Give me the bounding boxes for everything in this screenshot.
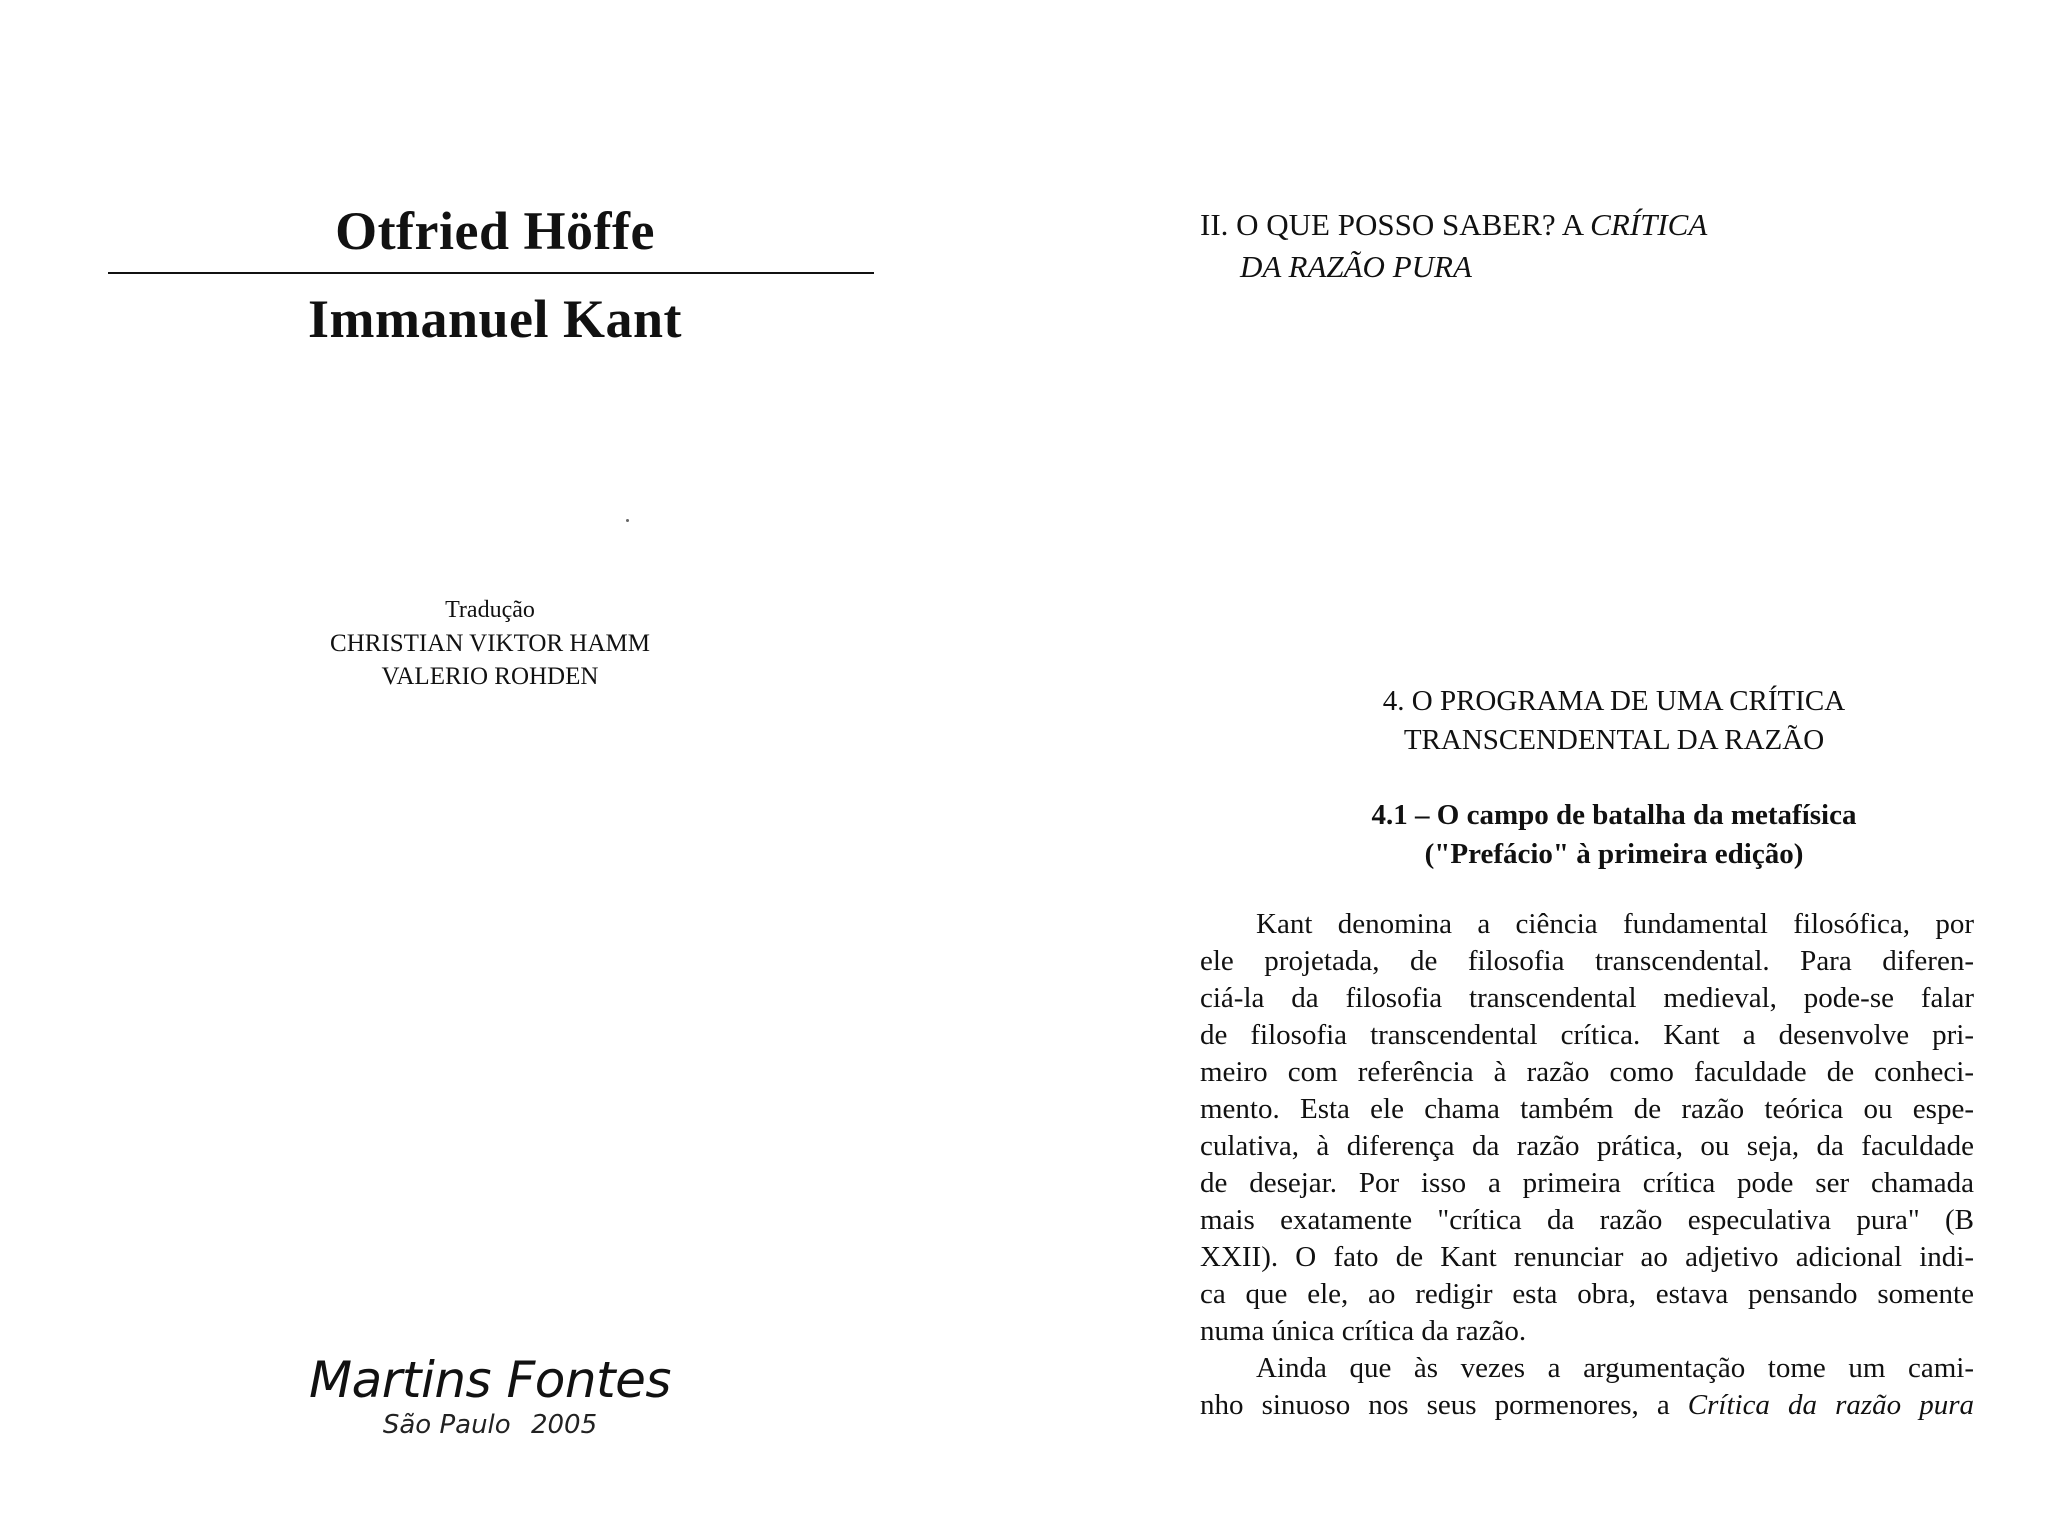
book-title-italic: Crítica da razão pura [1687, 1389, 1974, 1421]
publication-place-year [240, 1410, 740, 1440]
part-heading-line-1 [1200, 204, 1900, 246]
text-line: mento. Esta ele chama também de razão teórica ou espe- [1200, 1093, 1974, 1125]
text-line: culativa, à diferença da razão prática, ou seja, da faculdade [1200, 1130, 1974, 1162]
publication-city: São Paulo [382, 1410, 511, 1440]
text-line: de desejar. Por isso a primeira crítica pode ser chamada [1200, 1167, 1974, 1199]
translator-name: CHRISTIAN VIKTOR HAMM [330, 630, 650, 657]
text-line: XXII). O fato de Kant renunciar ao adjetivo adicional indi- [1200, 1241, 1974, 1273]
text-line: de filosofia transcendental crítica. Kant a desenvolve pri- [1200, 1019, 1974, 1051]
book-title: Immanuel Kant [307, 289, 683, 349]
text-line: mais exatamente "crítica da razão especulativa pura" (B [1200, 1204, 1974, 1236]
text-line: Kant denomina a ciência fundamental filosófica, por [1256, 908, 1974, 940]
translation-credits [240, 594, 740, 693]
author-name: Otfried Höffe [335, 201, 655, 261]
chapter-heading-line: TRANSCENDENTAL DA RAZÃO [1403, 724, 1825, 756]
translator-name: VALERIO ROHDEN [381, 663, 599, 690]
text-line: meiro com referência à razão como faculdade de conheci- [1200, 1056, 1974, 1088]
text-line: ciá-la da filosofia transcendental medieval, pode-se falar [1200, 982, 1974, 1014]
text-line [1200, 1387, 1974, 1424]
chapter-heading-line: 4. O PROGRAMA DE UMA CRÍTICA [1382, 685, 1846, 717]
publisher-name: Martins Fontes [309, 1351, 671, 1409]
part-heading-italic: CRÍTICA [1590, 207, 1708, 242]
right-page [1024, 0, 2048, 1530]
publisher-imprint [240, 1350, 740, 1440]
text-segment: nho sinuoso nos seus pormenores, a [1200, 1389, 1688, 1421]
body-text [1200, 906, 1974, 1424]
part-heading [1200, 204, 1900, 288]
chapter-heading [1184, 682, 2044, 760]
title-divider [108, 272, 874, 274]
publication-year: 2005 [530, 1410, 598, 1440]
section-heading [1184, 796, 2044, 874]
part-heading-italic: DA RAZÃO PURA [1240, 249, 1472, 284]
translation-label: Tradução [445, 597, 535, 623]
text-line: ca que ele, ao redigir esta obra, estava pensando somente [1200, 1278, 1974, 1310]
section-heading-line: ("Prefácio" à primeira edição) [1424, 838, 1804, 870]
section-heading-line: 4.1 – O campo de batalha da metafísica [1371, 799, 1857, 831]
text-line: numa única crítica da razão. [1200, 1315, 1527, 1347]
print-speck [626, 519, 629, 522]
text-line: Ainda que às vezes a argumentação tome um cami- [1256, 1352, 1974, 1384]
text-line: ele projetada, de filosofia transcendental. Para diferen- [1200, 945, 1974, 977]
part-heading-line-2 [1200, 246, 1900, 288]
part-heading-prefix: II. O QUE POSSO SABER? A [1200, 207, 1591, 242]
